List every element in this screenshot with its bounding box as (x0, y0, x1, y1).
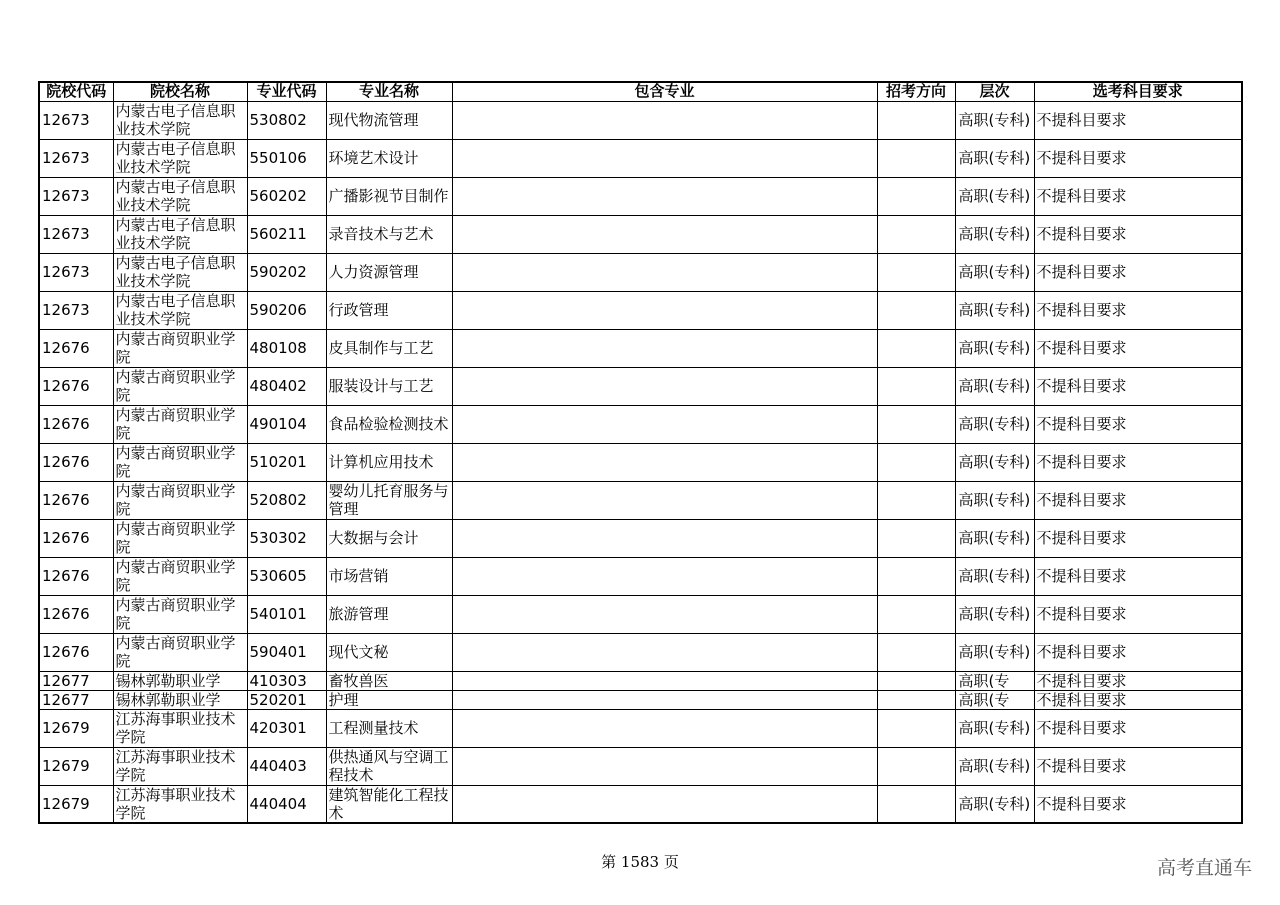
cell-school-name: 内蒙古商贸职业学院 (113, 443, 247, 481)
cell-included-majors (452, 671, 877, 690)
cell-level: 高职(专科) (955, 747, 1034, 785)
cell-school-name: 内蒙古电子信息职业技术学院 (113, 177, 247, 215)
cell-requirement: 不提科目要求 (1034, 595, 1242, 633)
cell-requirement: 不提科目要求 (1034, 747, 1242, 785)
table-row (39, 405, 1242, 443)
cell-direction (877, 177, 955, 215)
cell-school-code: 12676 (39, 481, 113, 519)
cell-school-name: 锡林郭勒职业学 (113, 671, 247, 690)
table-row (39, 519, 1242, 557)
cell-included-majors (452, 215, 877, 253)
cell-major-name: 旅游管理 (326, 595, 452, 633)
cell-major-code: 440403 (247, 747, 326, 785)
cell-school-name: 江苏海事职业技术学院 (113, 747, 247, 785)
table-row (39, 481, 1242, 519)
table-row (39, 690, 1242, 709)
cell-level: 高职(专科) (955, 139, 1034, 177)
cell-level: 高职(专科) (955, 709, 1034, 747)
table-row (39, 253, 1242, 291)
table-row (39, 367, 1242, 405)
cell-requirement: 不提科目要求 (1034, 329, 1242, 367)
cell-included-majors (452, 519, 877, 557)
cell-major-name: 人力资源管理 (326, 253, 452, 291)
cell-school-name: 锡林郭勒职业学 (113, 690, 247, 709)
cell-major-code: 510201 (247, 443, 326, 481)
cell-school-code: 12673 (39, 177, 113, 215)
cell-level: 高职(专科) (955, 481, 1034, 519)
cell-included-majors (452, 405, 877, 443)
cell-major-name: 建筑智能化工程技术 (326, 785, 452, 823)
cell-level: 高职(专科) (955, 633, 1034, 671)
cell-included-majors (452, 557, 877, 595)
admission-table (38, 81, 1243, 824)
cell-major-name: 行政管理 (326, 291, 452, 329)
cell-school-code: 12676 (39, 633, 113, 671)
cell-major-code: 590206 (247, 291, 326, 329)
cell-direction (877, 443, 955, 481)
cell-included-majors (452, 443, 877, 481)
cell-school-code: 12673 (39, 139, 113, 177)
cell-level: 高职(专科) (955, 785, 1034, 823)
cell-school-name: 内蒙古电子信息职业技术学院 (113, 291, 247, 329)
cell-major-code: 530802 (247, 101, 326, 139)
cell-included-majors (452, 747, 877, 785)
cell-school-name: 内蒙古电子信息职业技术学院 (113, 101, 247, 139)
cell-major-code: 520201 (247, 690, 326, 709)
cell-requirement: 不提科目要求 (1034, 785, 1242, 823)
cell-school-code: 12679 (39, 747, 113, 785)
cell-direction (877, 671, 955, 690)
cell-level: 高职(专科) (955, 215, 1034, 253)
cell-requirement: 不提科目要求 (1034, 443, 1242, 481)
cell-major-name: 大数据与会计 (326, 519, 452, 557)
cell-school-code: 12676 (39, 405, 113, 443)
cell-level: 高职(专科) (955, 405, 1034, 443)
header-school-code: 院校代码 (39, 82, 113, 101)
cell-major-name: 广播影视节目制作 (326, 177, 452, 215)
cell-direction (877, 139, 955, 177)
cell-school-name: 内蒙古商贸职业学院 (113, 405, 247, 443)
cell-requirement: 不提科目要求 (1034, 481, 1242, 519)
cell-level: 高职(专科) (955, 177, 1034, 215)
table-row (39, 177, 1242, 215)
header-direction: 招考方向 (877, 82, 955, 101)
cell-major-code: 550106 (247, 139, 326, 177)
cell-included-majors (452, 139, 877, 177)
cell-school-code: 12673 (39, 215, 113, 253)
cell-school-name: 内蒙古商贸职业学院 (113, 329, 247, 367)
cell-included-majors (452, 785, 877, 823)
cell-school-code: 12677 (39, 671, 113, 690)
cell-major-name: 现代物流管理 (326, 101, 452, 139)
cell-included-majors (452, 633, 877, 671)
cell-school-name: 内蒙古商贸职业学院 (113, 595, 247, 633)
cell-school-code: 12673 (39, 253, 113, 291)
header-school-name: 院校名称 (113, 82, 247, 101)
cell-school-name: 内蒙古商贸职业学院 (113, 481, 247, 519)
cell-major-code: 530302 (247, 519, 326, 557)
cell-direction (877, 481, 955, 519)
cell-level: 高职(专科) (955, 595, 1034, 633)
table-row (39, 595, 1242, 633)
cell-school-name: 内蒙古商贸职业学院 (113, 367, 247, 405)
cell-school-code: 12677 (39, 690, 113, 709)
cell-major-name: 服装设计与工艺 (326, 367, 452, 405)
cell-school-code: 12676 (39, 329, 113, 367)
cell-school-name: 内蒙古电子信息职业技术学院 (113, 253, 247, 291)
cell-major-code: 440404 (247, 785, 326, 823)
table-row (39, 291, 1242, 329)
cell-requirement: 不提科目要求 (1034, 139, 1242, 177)
cell-included-majors (452, 709, 877, 747)
cell-included-majors (452, 329, 877, 367)
cell-direction (877, 253, 955, 291)
cell-school-code: 12676 (39, 367, 113, 405)
cell-school-code: 12676 (39, 519, 113, 557)
table-row (39, 747, 1242, 785)
cell-requirement: 不提科目要求 (1034, 291, 1242, 329)
cell-level: 高职(专科) (955, 329, 1034, 367)
cell-school-code: 12676 (39, 557, 113, 595)
cell-direction (877, 329, 955, 367)
cell-level: 高职(专科) (955, 519, 1034, 557)
cell-direction (877, 215, 955, 253)
cell-major-name: 工程测量技术 (326, 709, 452, 747)
cell-level: 高职(专科) (955, 367, 1034, 405)
cell-included-majors (452, 481, 877, 519)
table-row (39, 709, 1242, 747)
cell-requirement: 不提科目要求 (1034, 405, 1242, 443)
watermark: 高考直通车 (1156, 857, 1252, 879)
cell-direction (877, 405, 955, 443)
header-major-name: 专业名称 (326, 82, 452, 101)
header-level: 层次 (955, 82, 1034, 101)
cell-requirement: 不提科目要求 (1034, 671, 1242, 690)
cell-school-name: 内蒙古电子信息职业技术学院 (113, 215, 247, 253)
cell-major-name: 皮具制作与工艺 (326, 329, 452, 367)
table-row (39, 443, 1242, 481)
cell-major-name: 食品检验检测技术 (326, 405, 452, 443)
table-header-row (39, 82, 1242, 101)
cell-school-code: 12673 (39, 101, 113, 139)
cell-school-name: 内蒙古商贸职业学院 (113, 519, 247, 557)
cell-level: 高职(专科) (955, 291, 1034, 329)
cell-school-code: 12679 (39, 785, 113, 823)
cell-school-name: 内蒙古电子信息职业技术学院 (113, 139, 247, 177)
table-row (39, 671, 1242, 690)
cell-requirement: 不提科目要求 (1034, 101, 1242, 139)
cell-direction (877, 557, 955, 595)
cell-requirement: 不提科目要求 (1034, 215, 1242, 253)
cell-level: 高职(专科) (955, 557, 1034, 595)
table-body (39, 101, 1242, 823)
header-major-code: 专业代码 (247, 82, 326, 101)
table-row (39, 633, 1242, 671)
cell-major-code: 560211 (247, 215, 326, 253)
cell-level: 高职(专 (955, 690, 1034, 709)
table-row (39, 215, 1242, 253)
cell-requirement: 不提科目要求 (1034, 367, 1242, 405)
cell-major-name: 婴幼儿托育服务与管理 (326, 481, 452, 519)
cell-direction (877, 291, 955, 329)
cell-major-code: 560202 (247, 177, 326, 215)
cell-requirement: 不提科目要求 (1034, 690, 1242, 709)
cell-major-name: 环境艺术设计 (326, 139, 452, 177)
cell-school-name: 江苏海事职业技术学院 (113, 785, 247, 823)
cell-requirement: 不提科目要求 (1034, 557, 1242, 595)
cell-major-name: 计算机应用技术 (326, 443, 452, 481)
cell-school-name: 内蒙古商贸职业学院 (113, 633, 247, 671)
table-row (39, 785, 1242, 823)
cell-direction (877, 519, 955, 557)
page-number: 第 1583 页 (601, 853, 679, 871)
cell-direction (877, 367, 955, 405)
cell-major-name: 现代文秘 (326, 633, 452, 671)
cell-direction (877, 785, 955, 823)
cell-included-majors (452, 253, 877, 291)
cell-level: 高职(专 (955, 671, 1034, 690)
cell-major-code: 490104 (247, 405, 326, 443)
cell-major-name: 市场营销 (326, 557, 452, 595)
cell-level: 高职(专科) (955, 101, 1034, 139)
cell-level: 高职(专科) (955, 253, 1034, 291)
cell-school-code: 12673 (39, 291, 113, 329)
cell-school-name: 江苏海事职业技术学院 (113, 709, 247, 747)
table-row (39, 329, 1242, 367)
cell-major-name: 录音技术与艺术 (326, 215, 452, 253)
cell-major-code: 530605 (247, 557, 326, 595)
cell-included-majors (452, 595, 877, 633)
cell-requirement: 不提科目要求 (1034, 519, 1242, 557)
cell-major-code: 520802 (247, 481, 326, 519)
cell-major-code: 480108 (247, 329, 326, 367)
cell-level: 高职(专科) (955, 443, 1034, 481)
header-requirement: 选考科目要求 (1034, 82, 1242, 101)
cell-major-name: 畜牧兽医 (326, 671, 452, 690)
table-row (39, 139, 1242, 177)
cell-included-majors (452, 291, 877, 329)
table-row (39, 557, 1242, 595)
cell-major-code: 410303 (247, 671, 326, 690)
cell-direction (877, 633, 955, 671)
table-row (39, 101, 1242, 139)
cell-requirement: 不提科目要求 (1034, 253, 1242, 291)
cell-direction (877, 101, 955, 139)
cell-school-name: 内蒙古商贸职业学院 (113, 557, 247, 595)
cell-school-code: 12676 (39, 595, 113, 633)
cell-direction (877, 747, 955, 785)
cell-requirement: 不提科目要求 (1034, 709, 1242, 747)
cell-included-majors (452, 177, 877, 215)
cell-major-code: 590401 (247, 633, 326, 671)
cell-major-name: 护理 (326, 690, 452, 709)
cell-direction (877, 690, 955, 709)
cell-school-code: 12679 (39, 709, 113, 747)
cell-included-majors (452, 101, 877, 139)
header-included-majors: 包含专业 (452, 82, 877, 101)
cell-major-code: 540101 (247, 595, 326, 633)
cell-major-code: 590202 (247, 253, 326, 291)
cell-direction (877, 709, 955, 747)
cell-school-code: 12676 (39, 443, 113, 481)
cell-included-majors (452, 367, 877, 405)
cell-direction (877, 595, 955, 633)
cell-major-name: 供热通风与空调工程技术 (326, 747, 452, 785)
cell-requirement: 不提科目要求 (1034, 177, 1242, 215)
cell-included-majors (452, 690, 877, 709)
cell-major-code: 420301 (247, 709, 326, 747)
cell-requirement: 不提科目要求 (1034, 633, 1242, 671)
cell-major-code: 480402 (247, 367, 326, 405)
